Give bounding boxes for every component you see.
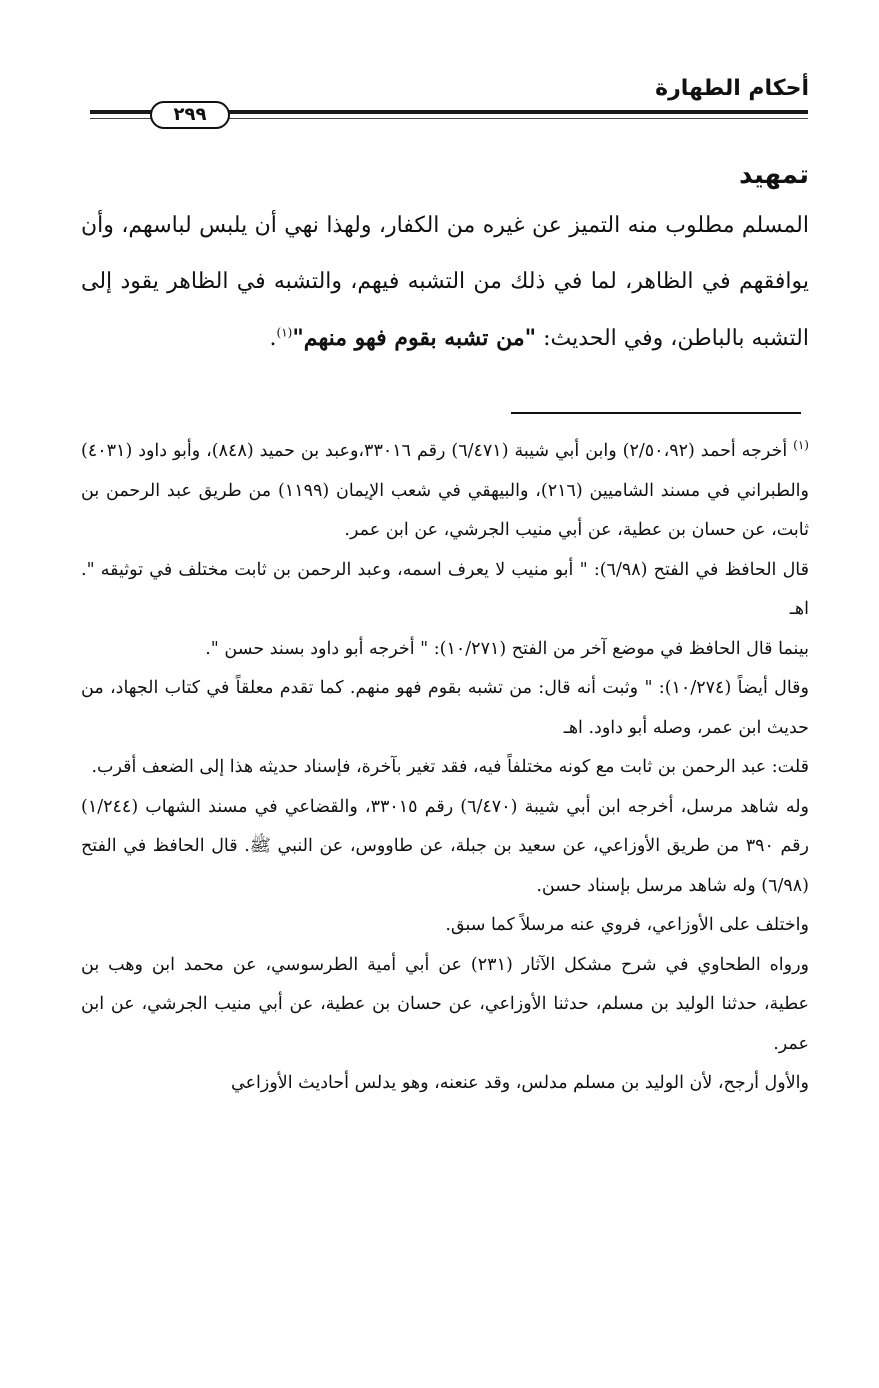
footnote-paragraph: واختلف على الأوزاعي، فروي عنه مرسلاً كما سبق. <box>445 915 809 935</box>
footnote-marker: (١) <box>793 438 809 453</box>
hadith-quote: "من تشبه بقوم فهو منهم" <box>292 325 537 351</box>
footnote-paragraph: وقال أيضاً (١٠/٢٧٤): " وثبت أنه قال: من تشبه بقوم فهو منهم. كما تقدم معلقاً في كتاب الجهاد، من حديث ابن عمر، وصله أبو داود. اهـ <box>81 678 809 738</box>
footnote-paragraph: بينما قال الحافظ في موضع آخر من الفتح (١٠/٢٧١): " أخرجه أبو داود بسند حسن ". <box>205 638 809 659</box>
footnote-paragraph: قال الحافظ في الفتح (٦/٩٨): " أبو منيب لا يعرف اسمه، وعبد الرحمن بن ثابت مختلف في توثيقه ". اهـ <box>81 559 809 619</box>
body-end-punct: . <box>269 326 277 351</box>
footnote-paragraph: والأول أرجح، لأن الوليد بن مسلم مدلس، وقد عنعنه، وهو يدلس أحاديث الأوزاعي <box>230 1073 809 1093</box>
footnote-paragraph: ورواه الطحاوي في شرح مشكل الآثار (٢٣١) عن أبي أمية الطرسوسي، عن محمد ابن وهب بن عطية، حدثنا الوليد بن مسلم، حدثنا الأوزاعي، عن حسان بن عطية، عن أبي منيب الجرشي، عن ابن عمر. <box>81 954 809 1054</box>
footnotes-block <box>81 432 809 1104</box>
running-header-title: أحكام الطهارة <box>655 76 809 101</box>
body-paragraph <box>81 198 809 367</box>
footnote-text: أخرجه أحمد (٢/٥٠،٩٢) وابن أبي شيبة (٦/٤٧١) رقم ٣٣٠١٦،وعبد بن حميد (٨٤٨)، وأبو داود (٤٠٣١) والطبراني في مسند الشاميين (٢١٦)، والبيهقي في شعب الإيمان (١١٩٩) من طريق عبد الرحمن بن ثابت، عن حسان بن عطية، عن أبي منيب الجرشي، عن ابن عمر. <box>81 441 809 540</box>
body-text: المسلم مطلوب منه التميز عن غيره من الكفار، ولهذا نهي أن يلبس لباسهم، وأن يوافقهم في الظاهر، لما في ذلك من التشبه فيهم، والتشبه في الظاهر يقود إلى التشبه بالباطن، وفي الحديث: <box>81 213 809 351</box>
footnote-paragraph: وله شاهد مرسل، أخرجه ابن أبي شيبة (٦/٤٧٠) رقم ٣٣٠١٥، والقضاعي في مسند الشهاب (١/٢٤٤) رقم ٣٩٠ من طريق الأوزاعي، عن سعيد بن جبلة، عن طاووس، عن النبي ﷺ. قال الحافظ في الفتح (٦/٩٨) وله شاهد مرسل بإسناد حسن. <box>81 796 810 896</box>
footnote-reference[interactable]: (١) <box>276 325 293 340</box>
footnote-paragraph: قلت: عبد الرحمن بن ثابت مع كونه مختلفاً فيه، فقد تغير بآخرة، فإسناد حديثه هذا إلى الضعف أقرب. <box>91 757 809 777</box>
section-title: تمهيد <box>739 160 809 190</box>
footnote-paragraph <box>81 432 809 551</box>
footnote-separator <box>511 412 801 414</box>
page-number-badge: ٢٩٩ <box>150 101 230 129</box>
